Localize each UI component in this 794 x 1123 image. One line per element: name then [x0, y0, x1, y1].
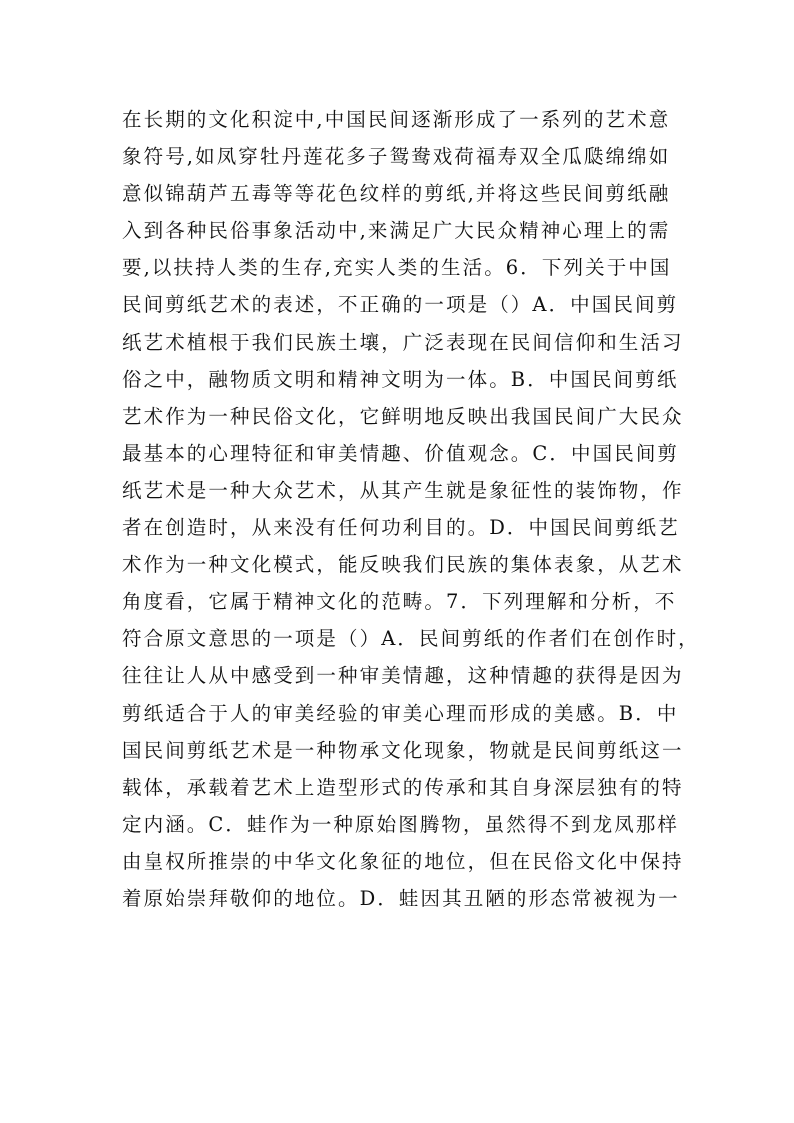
text-line: 最基本的心理特征和审美情趣、价值观念。C．中国民间剪 [122, 441, 680, 465]
text-line: 俗之中，融物质文明和精神文明为一体。B．中国民间剪纸 [122, 367, 679, 391]
text-line: 往往让人从中感受到一种审美情趣，这种情趣的获得是因为 [122, 664, 684, 688]
text-line: 载体，承载着艺术上造型形式的传承和其自身深层独有的特 [122, 775, 684, 799]
text-line: 国民间剪纸艺术是一种物承文化现象，物就是民间剪纸这一 [122, 738, 684, 762]
text-line: 在长期的文化积淀中,中国民间逐渐形成了一系列的艺术意 [122, 108, 671, 131]
text-line: 意似锦葫芦五毒等等花色纹样的剪纸,并将这些民间剪纸融 [122, 182, 671, 206]
text-line: 民间剪纸艺术的表述，不正确的一项是（）A．中国民间剪 [122, 293, 679, 317]
text-line: 象符号,如凤穿牡丹莲花多子鸳鸯戏荷福寿双全瓜瓞绵绵如 [122, 145, 671, 169]
text-line: 剪纸适合于人的审美经验的审美心理而形成的美感。B．中 [122, 701, 679, 725]
text-line: 者在创造时，从来没有任何功利目的。D．中国民间剪纸艺 [122, 516, 680, 540]
text-line: 着原始崇拜敬仰的地位。D．蛙因其丑陋的形态常被视为一 [122, 886, 680, 910]
body-text [122, 101, 700, 917]
text-line: 纸艺术植根于我们民族土壤，广泛表现在民间信仰和生活习 [122, 330, 684, 354]
text-line: 符合原文意思的一项是（）A．民间剪纸的作者们在创作时， [122, 627, 700, 651]
text-line: 角度看，它属于精神文化的范畴。7．下列理解和分析，不 [122, 590, 677, 614]
text-line: 艺术作为一种民俗文化，它鲜明地反映出我国民间广大民众 [122, 404, 684, 428]
text-line: 定内涵。C．蛙作为一种原始图腾物，虽然得不到龙凤那样 [122, 812, 680, 836]
text-line: 入到各种民俗事象活动中,来满足广大民众精神心理上的需 [122, 219, 671, 243]
text-line: 术作为一种文化模式，能反映我们民族的集体表象，从艺术 [122, 553, 684, 577]
text-line: 由皇权所推崇的中华文化象征的地位，但在民俗文化中保持 [122, 849, 684, 873]
text-line: 纸艺术是一种大众艺术，从其产生就是象征性的装饰物，作 [122, 478, 684, 502]
text-line: 要,以扶持人类的生存,充实人类的生活。6．下列关于中国 [122, 256, 672, 280]
